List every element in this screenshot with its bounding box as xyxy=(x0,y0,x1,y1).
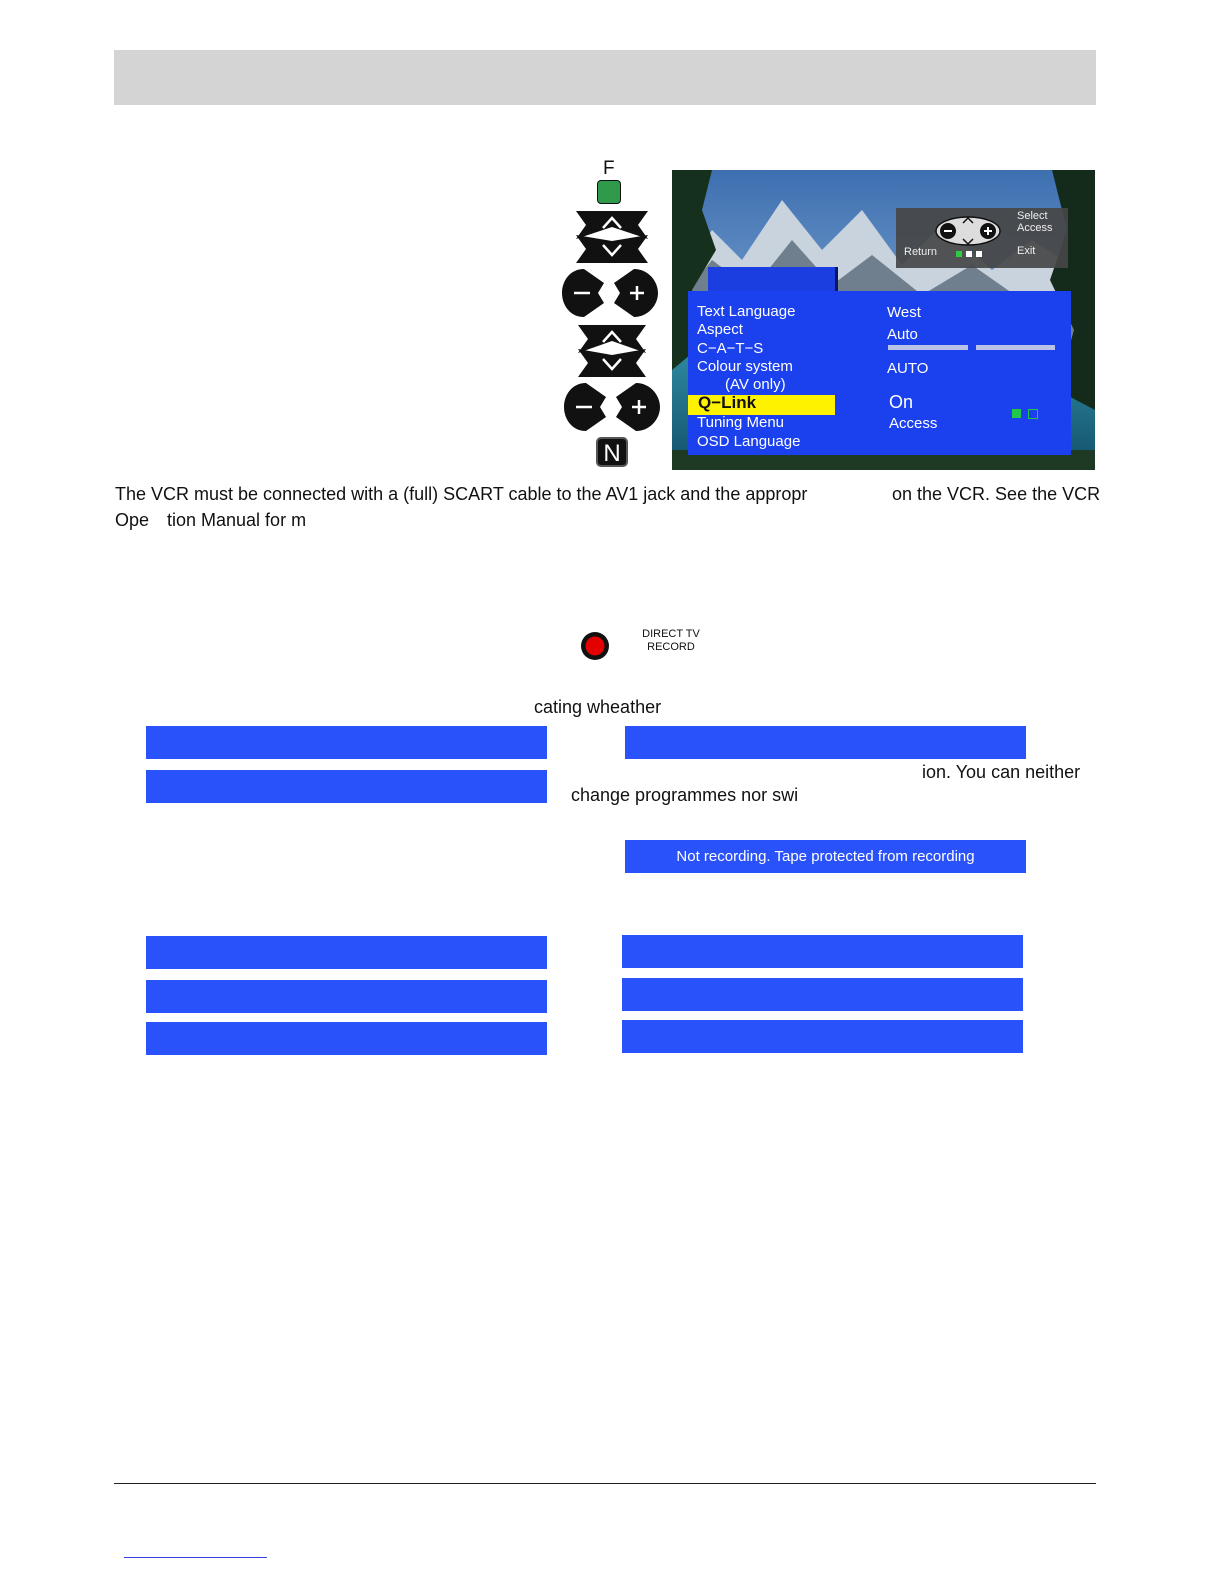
page-header-band xyxy=(114,50,1096,105)
scart-paragraph-line1a: The VCR must be connected with a (full) SCART cable to the AV1 jack and the appropr xyxy=(115,484,808,504)
plus-key-2[interactable] xyxy=(616,383,660,431)
hint-return: Return xyxy=(904,246,938,258)
remote-navigation-keys xyxy=(560,205,664,470)
hint-exit: Exit xyxy=(1017,245,1036,257)
green-key[interactable] xyxy=(597,180,621,204)
menu-item-text-language[interactable]: Text Language xyxy=(697,303,796,320)
osd-message-bar xyxy=(146,980,547,1013)
scart-paragraph-line2b: tion Manual for m xyxy=(167,510,307,530)
n-key[interactable]: N xyxy=(596,437,628,467)
menu-item-aspect[interactable]: Aspect xyxy=(697,321,743,338)
direct-tv-record-label-line2: RECORD xyxy=(647,641,695,653)
green-square-icon xyxy=(956,251,962,257)
osd-message-bar xyxy=(146,936,547,969)
hint-select: Select xyxy=(1017,210,1048,222)
osd-message-bar xyxy=(622,978,1023,1011)
menu-item-tuning-menu[interactable]: Tuning Menu xyxy=(697,414,784,431)
up-key-2[interactable] xyxy=(578,325,646,353)
osd-tape-protected-message: Not recording. Tape protected from recording xyxy=(625,840,1026,873)
up-key[interactable] xyxy=(576,211,648,239)
value-tuning: Access xyxy=(889,415,938,432)
green-square-icon xyxy=(1012,409,1021,418)
osd-message-bar xyxy=(146,726,547,759)
footer-link-underline[interactable] xyxy=(124,1557,267,1558)
footer-divider xyxy=(114,1483,1096,1484)
osd-message-bar xyxy=(622,935,1023,968)
menu-item-cats[interactable]: C−A−T−S xyxy=(697,340,764,357)
record-button-icon[interactable] xyxy=(579,630,611,662)
hollow-square-icon xyxy=(1028,409,1038,419)
down-key-2[interactable] xyxy=(578,349,646,377)
minus-key-2[interactable] xyxy=(564,383,606,431)
direct-tv-record-label xyxy=(634,628,708,654)
value-colour-system: AUTO xyxy=(887,360,929,377)
plus-key[interactable] xyxy=(614,269,658,317)
tv-menu-screenshot xyxy=(672,170,1095,470)
scart-paragraph-line1b: on the VCR. See the VCR xyxy=(892,484,1101,504)
osd-message-bar xyxy=(625,726,1026,759)
down-key[interactable] xyxy=(576,235,648,263)
setup-menu-panel xyxy=(688,291,1071,455)
navigation-hint-box xyxy=(896,208,1068,268)
value-aspect: Auto xyxy=(887,326,918,343)
hint-access: Access xyxy=(1017,222,1053,234)
direct-tv-record-label-line1: DIRECT TV xyxy=(642,628,700,640)
value-qlink: On xyxy=(889,392,914,412)
scart-paragraph-line2a: Ope xyxy=(115,510,150,530)
text-indicating: cating wheather xyxy=(534,697,662,717)
minus-key[interactable] xyxy=(562,269,604,317)
f-key-label: F xyxy=(603,158,615,179)
osd-message-bar xyxy=(146,770,547,803)
menu-item-qlink[interactable]: Q−Link xyxy=(698,393,757,412)
menu-item-av-only: (AV only) xyxy=(725,376,786,393)
text-ion: ion. You can neither xyxy=(922,762,1081,782)
menu-item-colour-system[interactable]: Colour system xyxy=(697,358,793,375)
value-text-language: West xyxy=(887,304,921,321)
navigation-pad-icon xyxy=(934,214,1004,248)
osd-message-bar xyxy=(622,1020,1023,1053)
cats-slider-right[interactable] xyxy=(976,345,1055,350)
white-square-icon xyxy=(966,251,972,257)
white-square-icon xyxy=(976,251,982,257)
text-change-programmes: change programmes nor swi xyxy=(571,785,799,805)
menu-item-osd-language[interactable]: OSD Language xyxy=(697,433,801,450)
osd-message-bar xyxy=(146,1022,547,1055)
cats-slider-left[interactable] xyxy=(888,345,968,350)
